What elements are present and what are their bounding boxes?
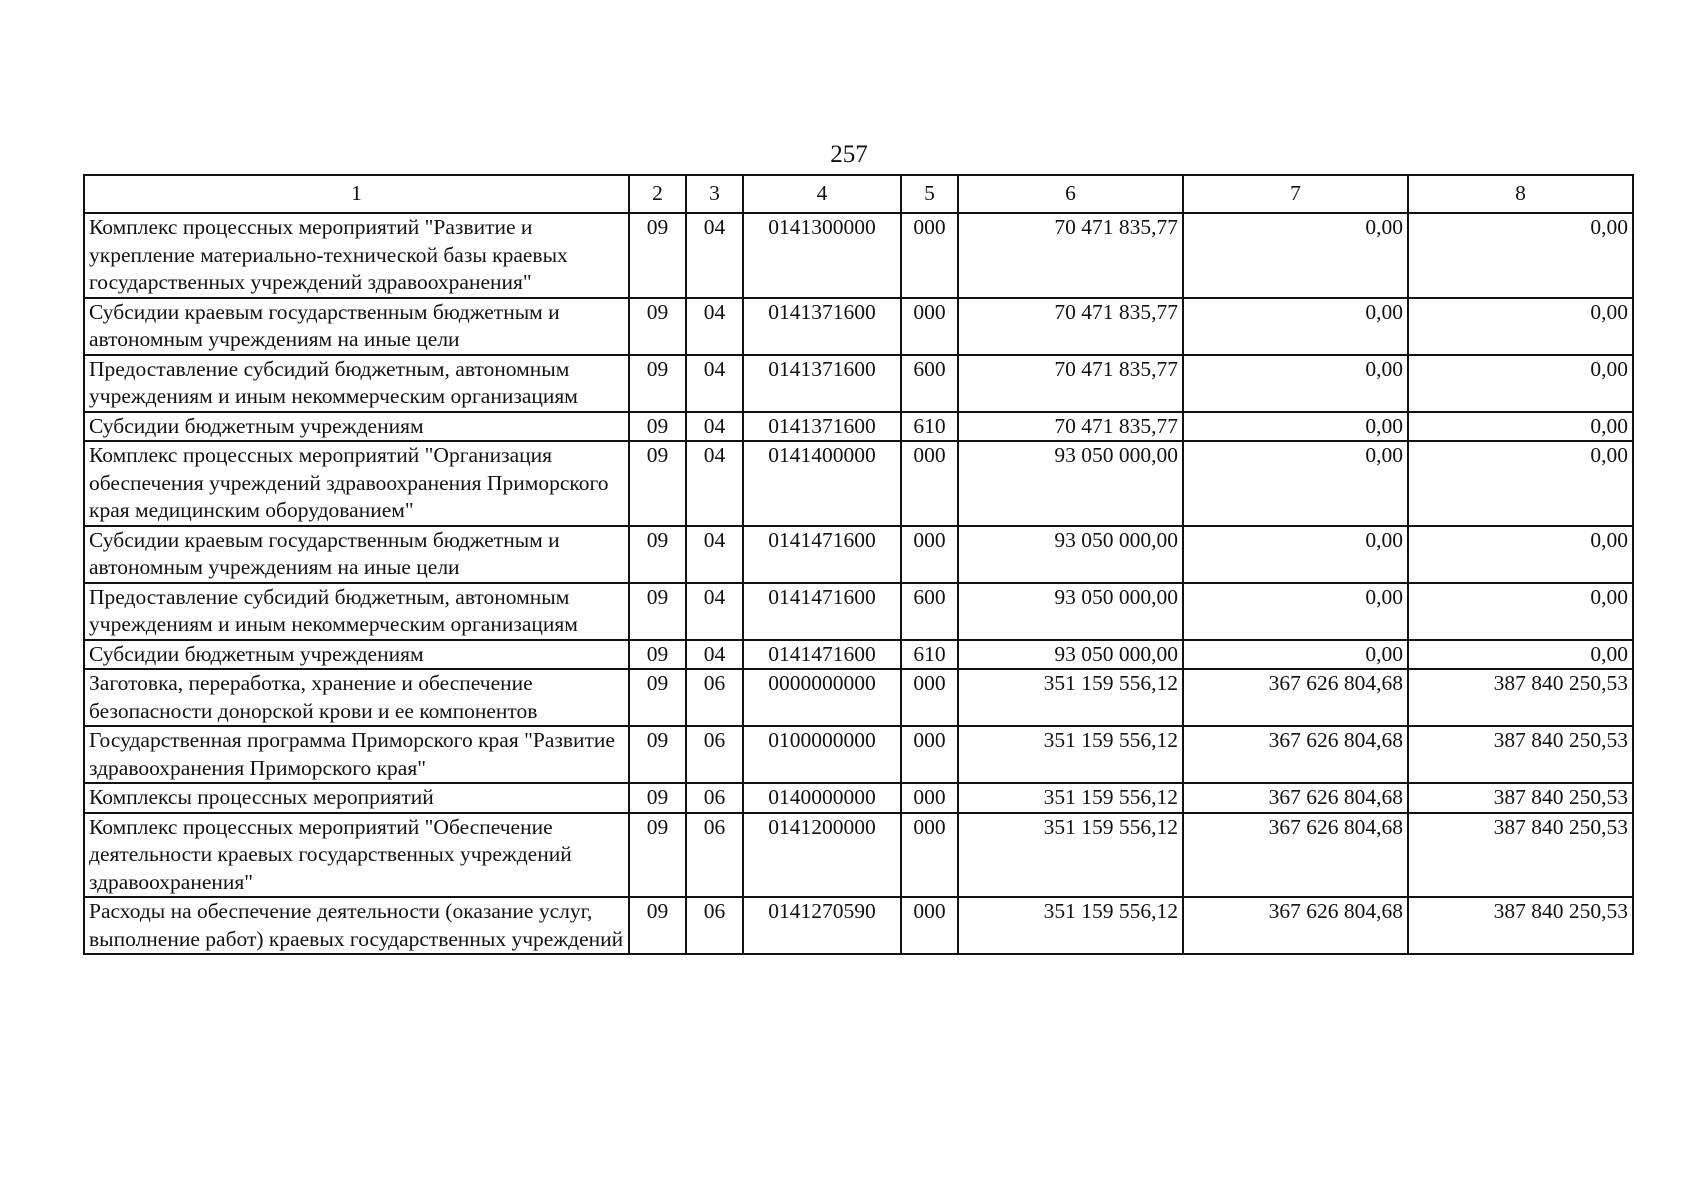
row-amount-col6: 93 050 000,00 xyxy=(958,441,1183,526)
row-subsection-code: 04 xyxy=(686,526,743,583)
row-amount-col6: 351 159 556,12 xyxy=(958,726,1183,783)
table-row xyxy=(84,441,1633,526)
row-expense-type-code: 000 xyxy=(901,526,958,583)
row-section-code: 09 xyxy=(629,298,686,355)
row-expense-type-code: 000 xyxy=(901,897,958,954)
column-header-3: 3 xyxy=(686,175,743,213)
row-subsection-code: 04 xyxy=(686,640,743,670)
row-name: Государственная программа Приморского края "Развитие здравоохранения Приморского края" xyxy=(84,726,629,783)
row-target-code: 0141270590 xyxy=(743,897,901,954)
row-subsection-code: 06 xyxy=(686,669,743,726)
row-amount-col7: 0,00 xyxy=(1183,355,1408,412)
row-amount-col8: 0,00 xyxy=(1408,213,1633,298)
row-subsection-code: 06 xyxy=(686,813,743,898)
row-amount-col7: 0,00 xyxy=(1183,412,1408,442)
row-section-code: 09 xyxy=(629,441,686,526)
row-amount-col6: 93 050 000,00 xyxy=(958,640,1183,670)
column-header-1: 1 xyxy=(84,175,629,213)
row-amount-col6: 70 471 835,77 xyxy=(958,412,1183,442)
row-amount-col8: 387 840 250,53 xyxy=(1408,783,1633,813)
column-header-5: 5 xyxy=(901,175,958,213)
row-amount-col7: 0,00 xyxy=(1183,298,1408,355)
row-target-code: 0141300000 xyxy=(743,213,901,298)
row-amount-col8: 387 840 250,53 xyxy=(1408,897,1633,954)
budget-table xyxy=(83,174,1634,955)
row-subsection-code: 04 xyxy=(686,412,743,442)
row-subsection-code: 04 xyxy=(686,583,743,640)
row-name: Комплекс процессных мероприятий "Развитие и укрепление материально-технической базы краевых государственных учреждений здравоохранения" xyxy=(84,213,629,298)
table-row xyxy=(84,213,1633,298)
row-section-code: 09 xyxy=(629,897,686,954)
header-row xyxy=(84,175,1633,213)
row-name: Заготовка, переработка, хранение и обеспечение безопасности донорской крови и ее компонентов xyxy=(84,669,629,726)
row-amount-col7: 367 626 804,68 xyxy=(1183,813,1408,898)
row-target-code: 0141371600 xyxy=(743,412,901,442)
row-target-code: 0141371600 xyxy=(743,355,901,412)
row-amount-col8: 387 840 250,53 xyxy=(1408,726,1633,783)
row-subsection-code: 06 xyxy=(686,783,743,813)
row-amount-col8: 0,00 xyxy=(1408,355,1633,412)
row-expense-type-code: 000 xyxy=(901,441,958,526)
row-section-code: 09 xyxy=(629,813,686,898)
row-amount-col8: 0,00 xyxy=(1408,412,1633,442)
row-subsection-code: 06 xyxy=(686,897,743,954)
column-header-2: 2 xyxy=(629,175,686,213)
row-expense-type-code: 610 xyxy=(901,640,958,670)
column-header-4: 4 xyxy=(743,175,901,213)
table-row xyxy=(84,669,1633,726)
table-row xyxy=(84,813,1633,898)
row-amount-col8: 0,00 xyxy=(1408,583,1633,640)
row-amount-col7: 0,00 xyxy=(1183,583,1408,640)
row-expense-type-code: 000 xyxy=(901,783,958,813)
row-amount-col7: 0,00 xyxy=(1183,213,1408,298)
row-name: Комплекс процессных мероприятий "Обеспечение деятельности краевых государственных учреждений здравоохранения" xyxy=(84,813,629,898)
row-section-code: 09 xyxy=(629,726,686,783)
table-row xyxy=(84,412,1633,442)
row-amount-col6: 93 050 000,00 xyxy=(958,526,1183,583)
row-amount-col8: 387 840 250,53 xyxy=(1408,669,1633,726)
table-row xyxy=(84,583,1633,640)
row-subsection-code: 04 xyxy=(686,441,743,526)
row-target-code: 0141471600 xyxy=(743,640,901,670)
row-name: Субсидии краевым государственным бюджетным и автономным учреждениям на иные цели xyxy=(84,526,629,583)
row-target-code: 0141400000 xyxy=(743,441,901,526)
row-expense-type-code: 000 xyxy=(901,298,958,355)
row-amount-col7: 367 626 804,68 xyxy=(1183,897,1408,954)
table-row xyxy=(84,783,1633,813)
row-amount-col7: 0,00 xyxy=(1183,640,1408,670)
row-target-code: 0000000000 xyxy=(743,669,901,726)
row-name: Комплекс процессных мероприятий "Организация обеспечения учреждений здравоохранения Приморского края медицинским оборудованием" xyxy=(84,441,629,526)
row-expense-type-code: 600 xyxy=(901,355,958,412)
page-number: 257 xyxy=(830,141,868,168)
row-expense-type-code: 000 xyxy=(901,813,958,898)
row-target-code: 0141471600 xyxy=(743,526,901,583)
column-header-8: 8 xyxy=(1408,175,1633,213)
row-name: Субсидии бюджетным учреждениям xyxy=(84,640,629,670)
table-row xyxy=(84,355,1633,412)
row-amount-col7: 0,00 xyxy=(1183,526,1408,583)
row-amount-col6: 351 159 556,12 xyxy=(958,783,1183,813)
row-section-code: 09 xyxy=(629,669,686,726)
row-section-code: 09 xyxy=(629,640,686,670)
row-amount-col7: 0,00 xyxy=(1183,441,1408,526)
row-amount-col8: 387 840 250,53 xyxy=(1408,813,1633,898)
row-target-code: 0141471600 xyxy=(743,583,901,640)
row-amount-col8: 0,00 xyxy=(1408,526,1633,583)
column-header-6: 6 xyxy=(958,175,1183,213)
row-amount-col6: 93 050 000,00 xyxy=(958,583,1183,640)
row-amount-col7: 367 626 804,68 xyxy=(1183,669,1408,726)
row-amount-col6: 70 471 835,77 xyxy=(958,213,1183,298)
column-header-7: 7 xyxy=(1183,175,1408,213)
row-amount-col8: 0,00 xyxy=(1408,441,1633,526)
row-amount-col8: 0,00 xyxy=(1408,298,1633,355)
table-row xyxy=(84,526,1633,583)
row-expense-type-code: 610 xyxy=(901,412,958,442)
row-target-code: 0140000000 xyxy=(743,783,901,813)
table-row xyxy=(84,298,1633,355)
row-subsection-code: 04 xyxy=(686,355,743,412)
row-name: Субсидии бюджетным учреждениям xyxy=(84,412,629,442)
row-section-code: 09 xyxy=(629,783,686,813)
row-amount-col7: 367 626 804,68 xyxy=(1183,726,1408,783)
row-name: Субсидии краевым государственным бюджетным и автономным учреждениям на иные цели xyxy=(84,298,629,355)
row-subsection-code: 04 xyxy=(686,298,743,355)
row-name: Предоставление субсидий бюджетным, автономным учреждениям и иным некоммерческим организациям xyxy=(84,583,629,640)
row-expense-type-code: 000 xyxy=(901,213,958,298)
row-name: Предоставление субсидий бюджетным, автономным учреждениям и иным некоммерческим организациям xyxy=(84,355,629,412)
row-amount-col6: 351 159 556,12 xyxy=(958,669,1183,726)
row-section-code: 09 xyxy=(629,583,686,640)
table-row xyxy=(84,640,1633,670)
table-row xyxy=(84,897,1633,954)
row-amount-col8: 0,00 xyxy=(1408,640,1633,670)
row-expense-type-code: 000 xyxy=(901,726,958,783)
row-section-code: 09 xyxy=(629,355,686,412)
row-section-code: 09 xyxy=(629,526,686,583)
row-amount-col7: 367 626 804,68 xyxy=(1183,783,1408,813)
row-name: Комплексы процессных мероприятий xyxy=(84,783,629,813)
row-amount-col6: 351 159 556,12 xyxy=(958,813,1183,898)
row-name: Расходы на обеспечение деятельности (оказание услуг, выполнение работ) краевых государственных учреждений xyxy=(84,897,629,954)
table-row xyxy=(84,726,1633,783)
row-amount-col6: 70 471 835,77 xyxy=(958,355,1183,412)
row-section-code: 09 xyxy=(629,213,686,298)
row-expense-type-code: 600 xyxy=(901,583,958,640)
row-section-code: 09 xyxy=(629,412,686,442)
row-amount-col6: 351 159 556,12 xyxy=(958,897,1183,954)
row-subsection-code: 06 xyxy=(686,726,743,783)
row-amount-col6: 70 471 835,77 xyxy=(958,298,1183,355)
row-target-code: 0141371600 xyxy=(743,298,901,355)
row-target-code: 0141200000 xyxy=(743,813,901,898)
row-subsection-code: 04 xyxy=(686,213,743,298)
row-expense-type-code: 000 xyxy=(901,669,958,726)
row-target-code: 0100000000 xyxy=(743,726,901,783)
